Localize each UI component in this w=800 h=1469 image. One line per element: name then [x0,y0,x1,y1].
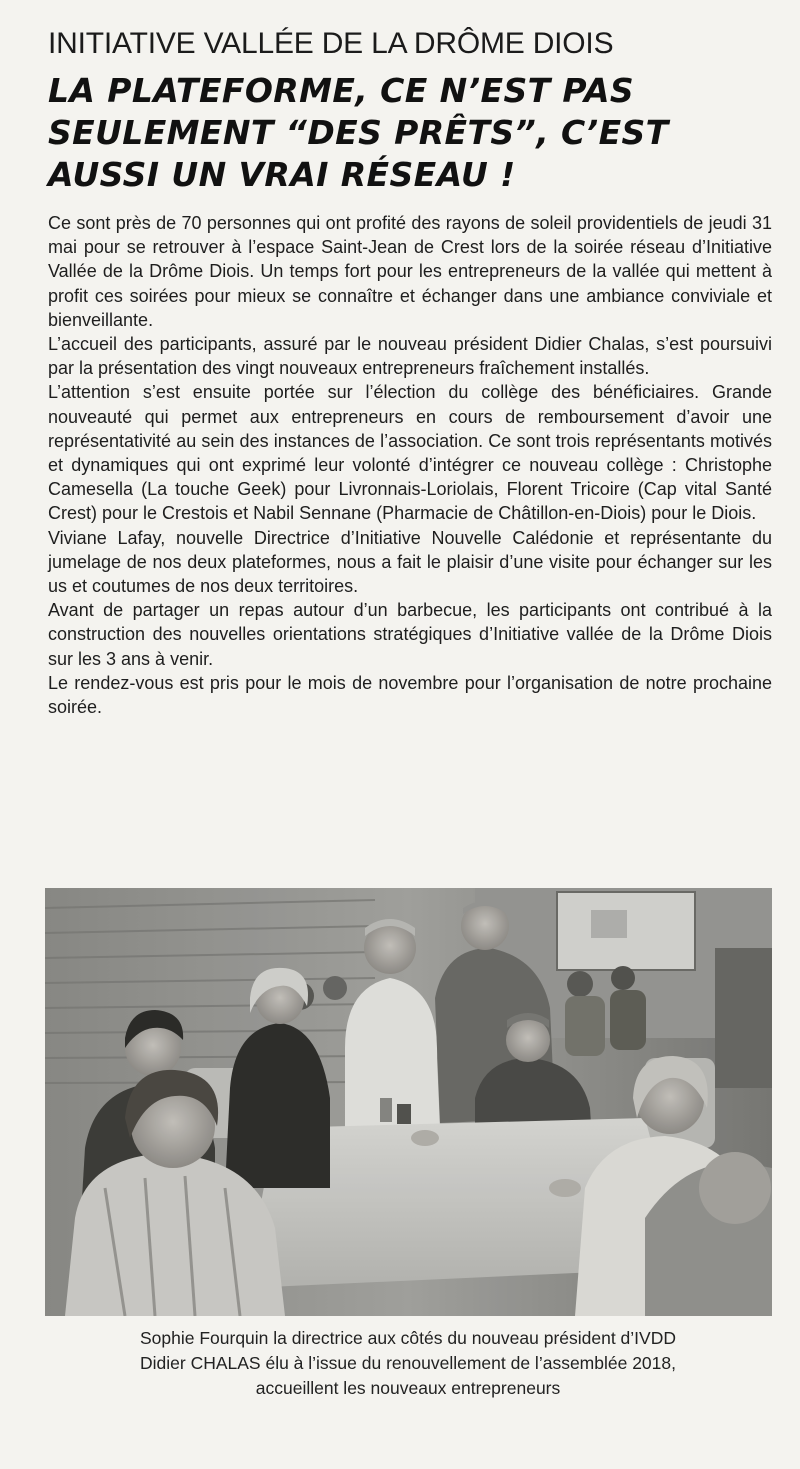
headline-line: LA PLATEFORME, CE N’EST PAS [48,71,635,110]
photo-caption [40,1326,776,1401]
article-kicker: INITIATIVE VALLÉE DE LA DRÔME DIOIS [48,27,614,60]
event-photo-image [45,888,772,1316]
article-headline [48,70,768,196]
article-body [48,211,772,719]
body-paragraph: Avant de partager un repas autour d’un barbecue, les participants ont contribué à la construction des nouvelles orientations stratégiques d’Initiative vallée de la Drôme Diois sur les 3 ans à venir. [48,600,772,669]
body-paragraph: Le rendez-vous est pris pour le mois de novembre pour l’organisation de notre prochaine soirée. [48,672,772,718]
body-paragraph: Ce sont près de 70 personnes qui ont profité des rayons de soleil providentiels de jeudi 31 mai pour se retrouver à l’espace Saint-Jean de Crest lors de la soirée réseau d’Initiative Vallée de la Drôme Diois. Un temps fort pour les entrepreneurs de la vallée qui mettent à profit ces soirées pour mieux se connaître et échanger dans une ambiance conviviale et bienveillante. [48,213,772,330]
caption-line: Didier CHALAS élu à l’issue du renouvellement de l’assemblée 2018, [140,1353,676,1373]
caption-line: accueillent les nouveaux entrepreneurs [255,1378,561,1398]
caption-line: Sophie Fourquin la directrice aux côtés du nouveau président d’IVDD [139,1328,676,1348]
body-paragraph: L’attention s’est ensuite portée sur l’élection du collège des bénéficiaires. Grande nouveauté qui permet aux entrepreneurs en cours de remboursement d’avoir une représentativité au sein des instances de l’association. Ce sont trois représentants motivés et dynamiques qui ont exprimé leur volonté d’intégrer ce nouveau collège : Christophe Camesella (La touche Geek) pour Livronnais-Loriolais, Florent Tricoire (Cap vital Santé Crest) pour le Crestois et Nabil Sennane (Pharmacie de Châtillon-en-Diois) pour le Diois. [48,382,772,524]
headline-line: SEULEMENT “DES PRÊTS”, C’EST [48,113,669,152]
body-paragraph: L’accueil des participants, assuré par le nouveau président Didier Chalas, s’est poursuivi par la présentation des vingt nouveaux entrepreneurs fraîchement installés. [48,334,772,379]
headline-line: AUSSI UN VRAI RÉSEAU ! [48,155,516,194]
body-paragraph: Viviane Lafay, nouvelle Directrice d’Initiative Nouvelle Calédonie et représentante du jumelage de nos deux plateformes, nous a fait le plaisir d’une visite pour échanger sur les us et coutumes de nos deux territoires. [48,527,772,597]
event-photo [45,888,772,1316]
